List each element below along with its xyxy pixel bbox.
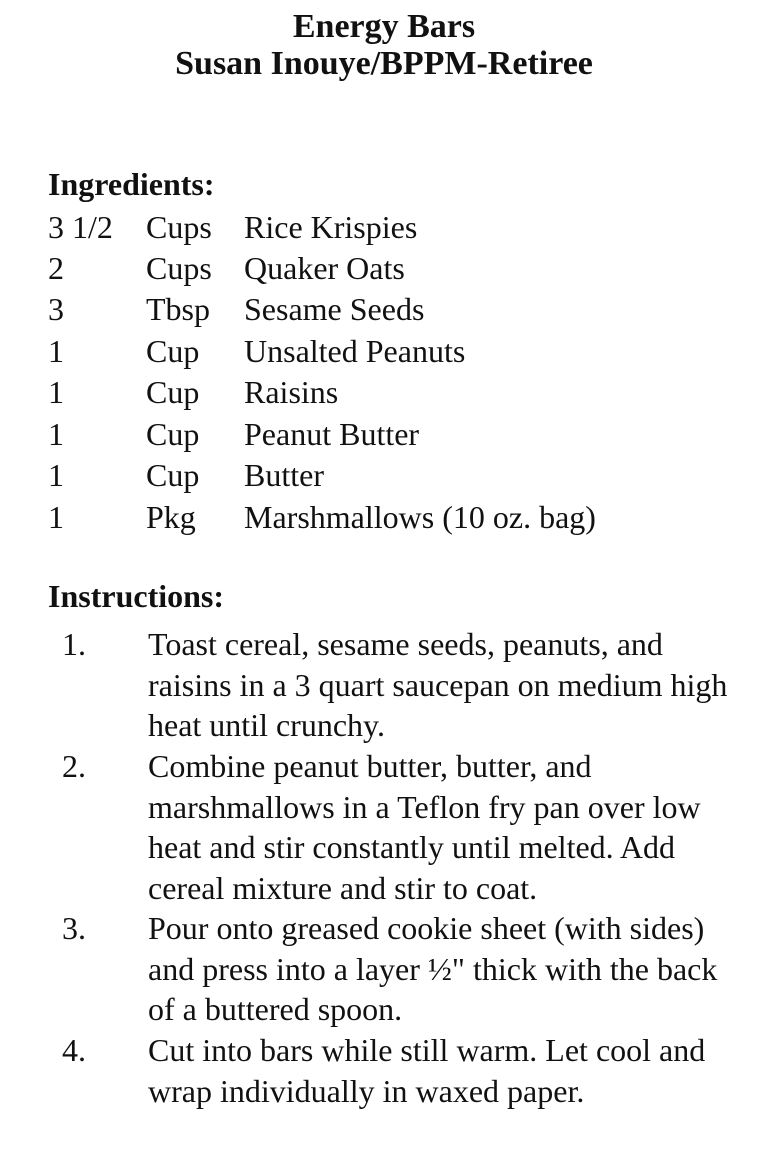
instruction-step <box>62 624 742 744</box>
ingredient-qty: 3 <box>48 291 64 327</box>
ingredient-unit: Cup <box>146 457 200 493</box>
ingredient-row <box>48 209 728 249</box>
step-number: 2. <box>62 748 86 784</box>
instruction-step <box>62 908 742 1030</box>
ingredient-qty: 2 <box>48 250 64 286</box>
ingredient-row <box>48 499 728 539</box>
ingredient-unit: Cup <box>146 333 200 369</box>
instruction-step <box>62 1030 742 1112</box>
ingredient-row <box>48 291 728 331</box>
recipe-title: Energy Bars <box>292 8 476 45</box>
step-text: Toast cereal, sesame seeds, peanuts, and raisins in a 3 quart saucepan on medium high heat until crunchy. <box>148 626 728 743</box>
ingredient-qty: 1 <box>48 457 64 493</box>
ingredient-name: Sesame Seeds <box>244 291 425 327</box>
ingredient-unit: Cups <box>146 250 212 286</box>
ingredient-name: Rice Krispies <box>244 209 418 245</box>
ingredient-qty: 1 <box>48 333 64 369</box>
ingredient-unit: Pkg <box>146 499 196 535</box>
ingredient-row <box>48 374 728 414</box>
ingredients-heading: Ingredients: <box>48 166 215 202</box>
ingredient-row <box>48 250 728 290</box>
ingredient-name: Unsalted Peanuts <box>244 333 466 369</box>
ingredient-unit: Tbsp <box>146 291 210 327</box>
ingredient-unit: Cups <box>146 209 212 245</box>
step-text: Cut into bars while still warm. Let cool and wrap individually in waxed paper. <box>148 1032 706 1109</box>
ingredient-name: Marshmallows (10 oz. bag) <box>244 499 596 535</box>
ingredient-qty: 1 <box>48 374 64 410</box>
ingredient-row <box>48 416 728 456</box>
instruction-step <box>62 746 742 908</box>
ingredient-unit: Cup <box>146 374 200 410</box>
step-number: 4. <box>62 1032 86 1068</box>
ingredient-row <box>48 333 728 373</box>
ingredient-qty: 1 <box>48 416 64 452</box>
ingredient-name: Raisins <box>244 374 339 410</box>
ingredient-qty: 3 1/2 <box>48 209 113 245</box>
step-number: 3. <box>62 910 86 946</box>
ingredient-unit: Cup <box>146 416 200 452</box>
step-number: 1. <box>62 626 86 662</box>
instructions-heading: Instructions: <box>48 578 225 614</box>
ingredient-row <box>48 457 728 497</box>
step-text: Pour onto greased cookie sheet (with sides) and press into a layer ½" thick with the back of a buttered spoon. <box>148 910 718 1027</box>
ingredient-name: Peanut Butter <box>244 416 420 452</box>
recipe-author: Susan Inouye/BPPM-Retiree <box>175 45 593 82</box>
ingredient-name: Quaker Oats <box>244 250 405 286</box>
ingredient-qty: 1 <box>48 499 64 535</box>
ingredient-name: Butter <box>244 457 324 493</box>
step-text: Combine peanut butter, butter, and marshmallows in a Teflon fry pan over low heat and stir constantly until melted. Add cereal mixture and stir to coat. <box>148 748 701 906</box>
